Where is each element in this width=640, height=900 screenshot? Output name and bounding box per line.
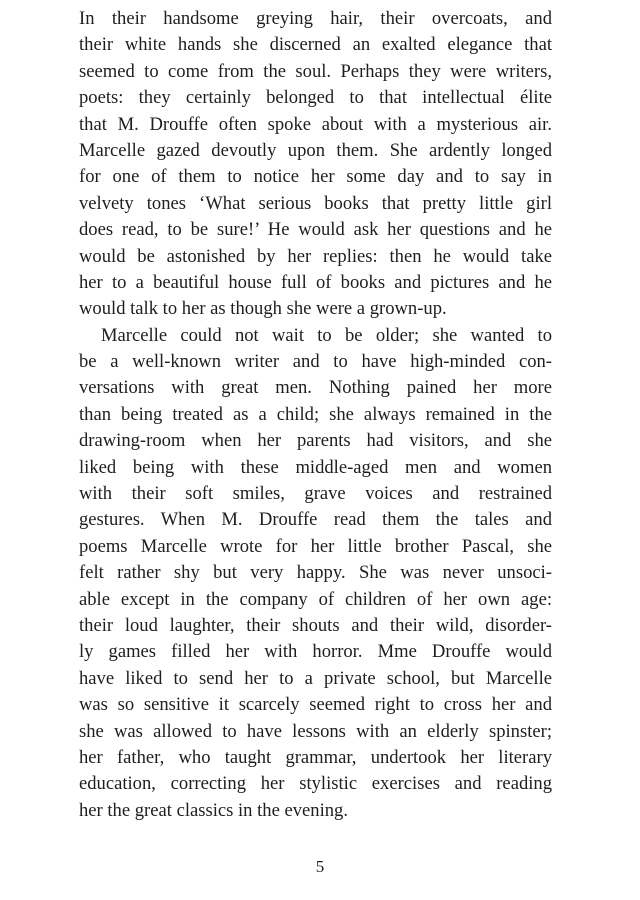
text-line: their loud laughter, their shouts and their wild, disorder- xyxy=(79,614,552,636)
text-line: her father, who taught grammar, undertook her literary xyxy=(79,746,552,768)
text-line: that M. Drouffe often spoke about with a mysterious air. xyxy=(79,113,552,135)
text-line: education, correcting her stylistic exercises and reading xyxy=(79,773,552,795)
text-line: be a well-known writer and to have high-minded con- xyxy=(79,351,552,373)
paragraph-1 xyxy=(79,6,552,323)
text-line: poets: they certainly belonged to that intellectual élite xyxy=(79,87,552,109)
text-line: she was allowed to have lessons with an elderly spinster; xyxy=(79,720,552,742)
text-line: would talk to her as though she were a grown-up. xyxy=(79,298,447,320)
text-line: for one of them to notice her some day and to say in xyxy=(79,166,552,188)
text-line: liked being with these middle-aged men and women xyxy=(79,456,552,478)
text-line: poems Marcelle wrote for her little brother Pascal, she xyxy=(79,535,552,557)
text-line: have liked to send her to a private school, but Marcelle xyxy=(79,667,552,689)
text-line: In their handsome greying hair, their overcoats, and xyxy=(79,8,552,29)
text-line: Marcelle gazed devoutly upon them. She ardently longed xyxy=(79,139,552,161)
text-line: Marcelle could not wait to be older; she wanted to xyxy=(101,324,552,346)
text-line: would be astonished by her replies: then he would take xyxy=(79,245,552,267)
text-line: than being treated as a child; she always remained in the xyxy=(79,403,552,425)
text-line: felt rather shy but very happy. She was never unsoci- xyxy=(79,562,552,584)
text-line: their white hands she discerned an exalted elegance that xyxy=(79,34,552,56)
paragraph-2 xyxy=(79,323,552,824)
text-line: ly games filled her with horror. Mme Drouffe would xyxy=(79,641,552,663)
text-line: gestures. When M. Drouffe read them the tales and xyxy=(79,509,552,531)
text-line: does read, to be sure!’ He would ask her questions and he xyxy=(79,219,552,241)
text-line: drawing-room when her parents had visitors, and she xyxy=(79,430,552,452)
text-line: her the great classics in the evening. xyxy=(79,799,348,821)
text-line: her to a beautiful house full of books and pictures and he xyxy=(79,271,552,293)
body-text xyxy=(79,6,552,824)
text-line: versations with great men. Nothing pained her more xyxy=(79,377,552,399)
text-line: able except in the company of children of her own age: xyxy=(79,588,552,610)
text-line: with their soft smiles, grave voices and restrained xyxy=(79,483,552,505)
text-line: was so sensitive it scarcely seemed right to cross her and xyxy=(79,694,552,716)
page-number: 5 xyxy=(315,857,325,876)
text-line: seemed to come from the soul. Perhaps they were writers, xyxy=(79,60,552,82)
text-line: velvety tones ‘What serious books that pretty little girl xyxy=(79,192,552,214)
